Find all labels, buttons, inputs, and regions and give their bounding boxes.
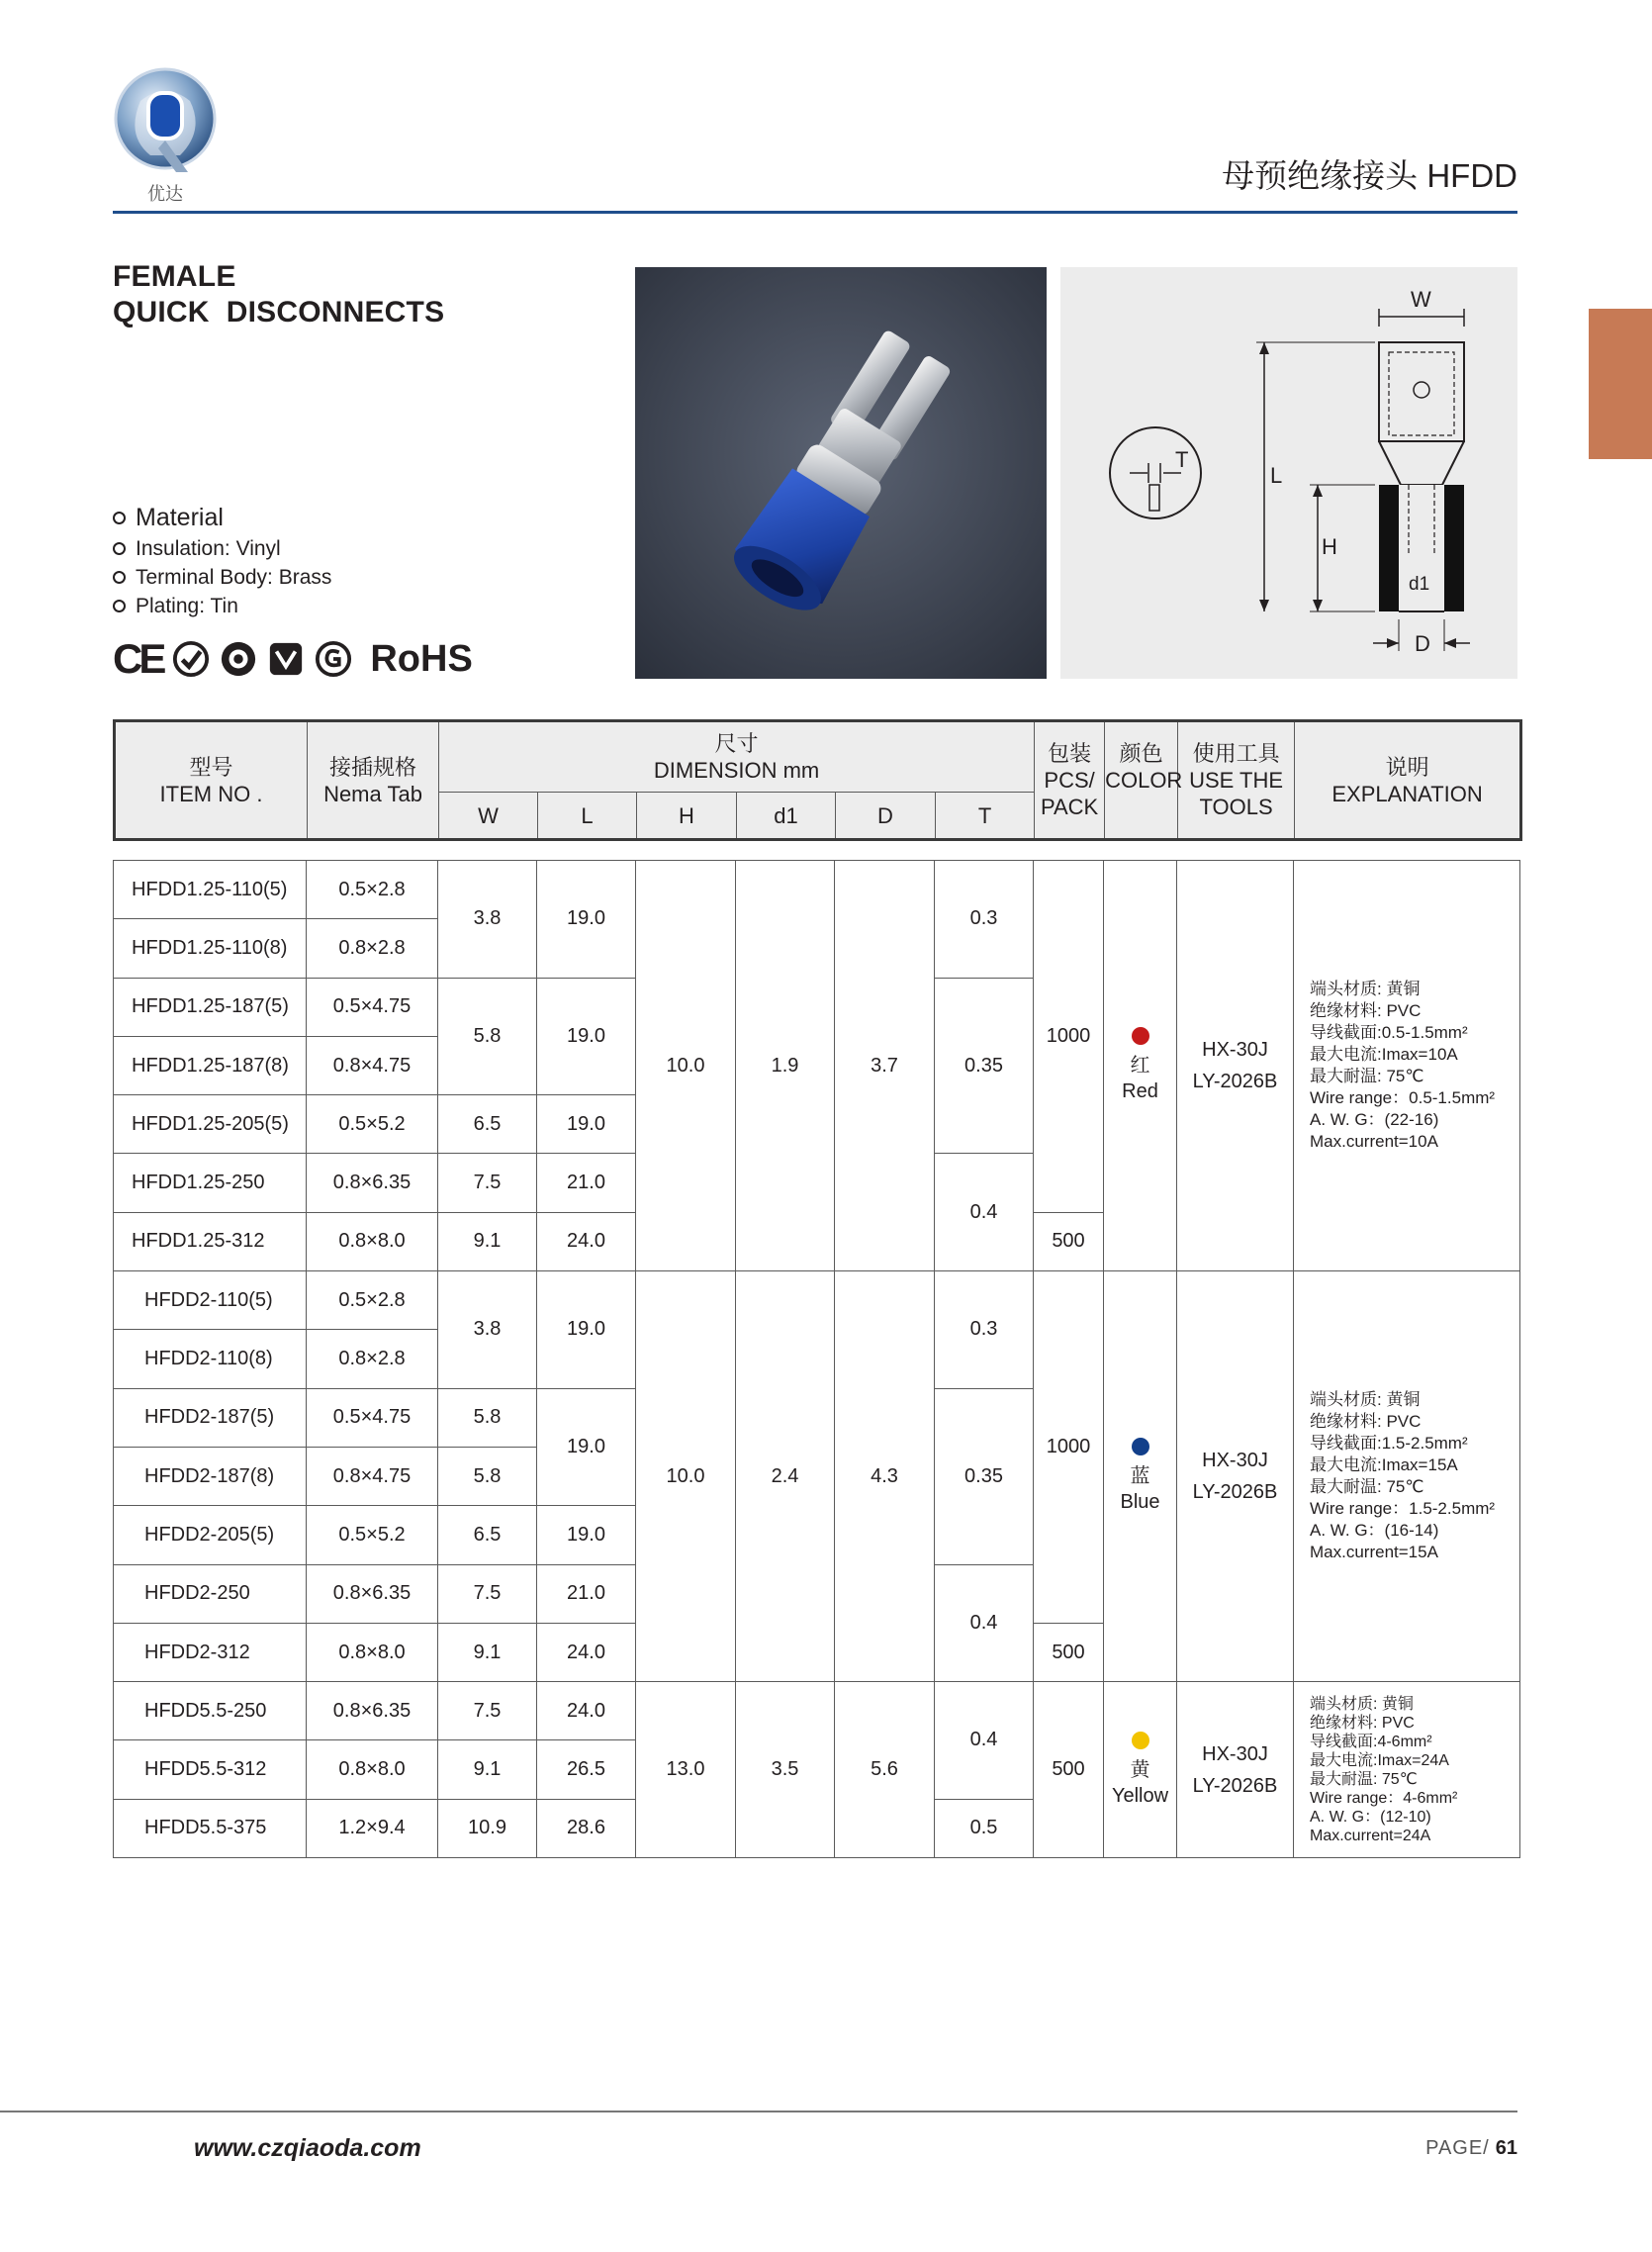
dim-t: 0.5 [935, 1799, 1034, 1857]
header-t: T [936, 793, 1035, 840]
explanation-cell: 端头材质: 黄铜 绝缘材料: PVC 导线截面:0.5-1.5mm² 最大电流:Imax=10A 最大耐温: 75℃ Wire range：0.5-1.5mm² A. W. G：(22-16) Max.current=10A [1294, 861, 1520, 1271]
color-dot-red [1132, 1027, 1149, 1045]
certification-marks [113, 635, 473, 683]
item-no: HFDD1.25-205(5) [114, 1095, 307, 1154]
header-divider [113, 211, 1517, 214]
item-no: HFDD2-250 [114, 1564, 307, 1623]
dim-w: 7.5 [438, 1564, 537, 1623]
dim-w: 7.5 [438, 1154, 537, 1212]
dim-l: 19.0 [537, 1506, 636, 1564]
nema-tab: 0.8×8.0 [307, 1623, 438, 1681]
dim-l: 19.0 [537, 861, 636, 979]
dim-w: 9.1 [438, 1212, 537, 1270]
dim-l: 19.0 [537, 1388, 636, 1506]
technical-drawing [1060, 267, 1517, 679]
dim-l: 24.0 [537, 1623, 636, 1681]
pack-qty: 1000 [1034, 861, 1104, 1213]
nema-tab: 0.8×6.35 [307, 1564, 438, 1623]
bullet-icon [113, 571, 126, 584]
dim-h: 13.0 [636, 1682, 736, 1858]
dim-d: 4.3 [835, 1271, 935, 1682]
svg-text:L: L [1270, 463, 1283, 488]
item-no: HFDD5.5-312 [114, 1740, 307, 1799]
dim-l: 24.0 [537, 1212, 636, 1270]
product-photo [635, 267, 1047, 679]
pack-qty: 500 [1034, 1682, 1104, 1858]
svg-text:优达: 优达 [147, 184, 183, 205]
material-label-item [113, 501, 331, 534]
footer-divider [0, 2111, 1517, 2112]
svg-text:H: H [1322, 534, 1337, 559]
certification-seal-icon [172, 640, 210, 678]
dim-w: 5.8 [438, 1447, 537, 1505]
nema-tab: 0.5×4.75 [307, 1388, 438, 1447]
pack-qty: 500 [1034, 1212, 1104, 1270]
item-no: HFDD1.25-187(5) [114, 978, 307, 1036]
color-dot-yellow [1132, 1732, 1149, 1749]
nema-tab: 0.8×4.75 [307, 1036, 438, 1094]
spec-item [113, 534, 331, 563]
header-explanation: 说明 EXPLANATION [1295, 721, 1521, 840]
table-row [114, 1271, 1520, 1330]
product-heading [113, 259, 444, 330]
dim-w: 9.1 [438, 1740, 537, 1799]
dim-d1: 1.9 [736, 861, 835, 1271]
spec-table [113, 860, 1520, 1858]
dim-l: 19.0 [537, 1095, 636, 1154]
dim-w: 5.8 [438, 1388, 537, 1447]
item-no: HFDD2-110(8) [114, 1330, 307, 1388]
item-no: HFDD2-187(5) [114, 1388, 307, 1447]
item-no: HFDD2-205(5) [114, 1506, 307, 1564]
nema-tab: 0.5×2.8 [307, 1271, 438, 1330]
svg-text:D: D [1415, 631, 1430, 656]
item-no: HFDD2-312 [114, 1623, 307, 1681]
dim-w: 9.1 [438, 1623, 537, 1681]
dim-l: 24.0 [537, 1682, 636, 1740]
item-no: HFDD1.25-110(5) [114, 861, 307, 919]
dim-t: 0.4 [935, 1682, 1034, 1800]
svg-text:d1: d1 [1409, 574, 1430, 595]
dim-d: 5.6 [835, 1682, 935, 1858]
nema-tab: 0.8×4.75 [307, 1447, 438, 1505]
dim-t: 0.35 [935, 1388, 1034, 1564]
header-d1: d1 [737, 793, 836, 840]
item-no: HFDD2-187(8) [114, 1447, 307, 1505]
dim-w: 3.8 [438, 1271, 537, 1389]
material-label: Material [136, 504, 224, 531]
dim-l: 21.0 [537, 1564, 636, 1623]
svg-text:T: T [1175, 447, 1189, 472]
nema-tab: 0.8×6.35 [307, 1682, 438, 1740]
nema-tab: 0.5×4.75 [307, 978, 438, 1036]
dim-l: 19.0 [537, 978, 636, 1095]
dim-t: 0.3 [935, 1271, 1034, 1389]
table-row [114, 861, 1520, 919]
svg-text:W: W [1411, 287, 1431, 312]
spec-insulation: Insulation: Vinyl [136, 537, 281, 560]
color-cell: 蓝 Blue [1104, 1271, 1177, 1682]
heading-line-1: FEMALE [113, 260, 236, 293]
company-logo [111, 61, 220, 210]
item-no: HFDD5.5-250 [114, 1682, 307, 1740]
sgs-seal-icon [315, 640, 352, 678]
page-title: 母预绝缘接头 HFDD [1222, 157, 1517, 194]
dim-h: 10.0 [636, 1271, 736, 1682]
dim-l: 26.5 [537, 1740, 636, 1799]
dim-l: 19.0 [537, 1271, 636, 1389]
dim-w: 5.8 [438, 978, 537, 1095]
tools-cell: HX-30J LY-2026B [1177, 1682, 1294, 1858]
explanation-cell: 端头材质: 黄铜 绝缘材料: PVC 导线截面:4-6mm² 最大电流:Imax=24A 最大耐温: 75℃ Wire range：4-6mm² A. W. G：(12-10) Max.current=24A [1294, 1682, 1520, 1858]
nema-tab: 0.8×2.8 [307, 1330, 438, 1388]
color-cell: 黄 Yellow [1104, 1682, 1177, 1858]
header-d: D [836, 793, 936, 840]
nema-tab: 0.5×2.8 [307, 861, 438, 919]
website-link[interactable]: www.czqiaoda.com [194, 2134, 421, 2162]
explanation-cell: 端头材质: 黄铜 绝缘材料: PVC 导线截面:1.5-2.5mm² 最大电流:Imax=15A 最大耐温: 75℃ Wire range：1.5-2.5mm² A. W. G：(16-14) Max.current=15A [1294, 1271, 1520, 1682]
ccc-mark-icon [220, 640, 257, 678]
dim-h: 10.0 [636, 861, 736, 1271]
bullet-icon [113, 542, 126, 555]
dim-l: 28.6 [537, 1799, 636, 1857]
header-tools: 使用工具 USE THE TOOLS [1178, 721, 1295, 840]
color-dot-blue [1132, 1438, 1149, 1455]
pack-qty: 1000 [1034, 1271, 1104, 1624]
header-l: L [538, 793, 637, 840]
item-no: HFDD1.25-110(8) [114, 919, 307, 978]
header-w: W [439, 793, 538, 840]
nema-tab: 0.8×8.0 [307, 1212, 438, 1270]
dim-w: 3.8 [438, 861, 537, 979]
item-no: HFDD5.5-375 [114, 1799, 307, 1857]
nema-tab: 0.8×2.8 [307, 919, 438, 978]
header-h: H [637, 793, 737, 840]
nema-tab: 0.5×5.2 [307, 1506, 438, 1564]
material-spec-list [113, 501, 331, 620]
nema-tab: 0.8×6.35 [307, 1154, 438, 1212]
bullet-icon [113, 600, 126, 612]
spec-item [113, 592, 331, 620]
spec-item [113, 563, 331, 592]
page-label: PAGE/ [1425, 2137, 1490, 2159]
spec-plating: Plating: Tin [136, 595, 238, 617]
dim-l: 21.0 [537, 1154, 636, 1212]
item-no: HFDD1.25-250 [114, 1154, 307, 1212]
item-no: HFDD1.25-187(8) [114, 1036, 307, 1094]
dim-d1: 3.5 [736, 1682, 835, 1858]
header-dimension: 尺寸 DIMENSION mm [439, 721, 1035, 793]
dim-t: 0.4 [935, 1564, 1034, 1682]
spec-terminal-body: Terminal Body: Brass [136, 566, 332, 589]
page-number-value: 61 [1495, 2137, 1517, 2159]
quality-seal-icon [267, 640, 305, 678]
dim-t: 0.3 [935, 861, 1034, 979]
header-color: 颜色 COLOR [1105, 721, 1178, 840]
pack-qty: 500 [1034, 1623, 1104, 1681]
nema-tab: 0.5×5.2 [307, 1095, 438, 1154]
heading-line-2: QUICK DISCONNECTS [113, 296, 445, 328]
item-no: HFDD1.25-312 [114, 1212, 307, 1270]
tools-cell: HX-30J LY-2026B [1177, 861, 1294, 1271]
dim-d1: 2.4 [736, 1271, 835, 1682]
dim-t: 0.35 [935, 978, 1034, 1154]
dim-w: 10.9 [438, 1799, 537, 1857]
header-item-no: 型号 ITEM NO . [115, 721, 308, 840]
rohs-mark: RoHS [370, 637, 473, 680]
bullet-icon [113, 512, 126, 524]
dim-w: 7.5 [438, 1682, 537, 1740]
item-no: HFDD2-110(5) [114, 1271, 307, 1330]
spec-table-header [113, 719, 1522, 841]
ce-mark: CE [113, 635, 163, 682]
dim-d: 3.7 [835, 861, 935, 1271]
color-cell: 红 Red [1104, 861, 1177, 1271]
dim-w: 6.5 [438, 1506, 537, 1564]
dim-t: 0.4 [935, 1154, 1034, 1271]
tools-cell: HX-30J LY-2026B [1177, 1271, 1294, 1682]
header-pack: 包装 PCS/ PACK [1035, 721, 1105, 840]
table-row [114, 1682, 1520, 1740]
dim-w: 6.5 [438, 1095, 537, 1154]
header-nema-tab: 接插规格 Nema Tab [308, 721, 439, 840]
nema-tab: 1.2×9.4 [307, 1799, 438, 1857]
nema-tab: 0.8×8.0 [307, 1740, 438, 1799]
side-section-tab [1589, 309, 1652, 459]
page-number [1425, 2137, 1517, 2160]
